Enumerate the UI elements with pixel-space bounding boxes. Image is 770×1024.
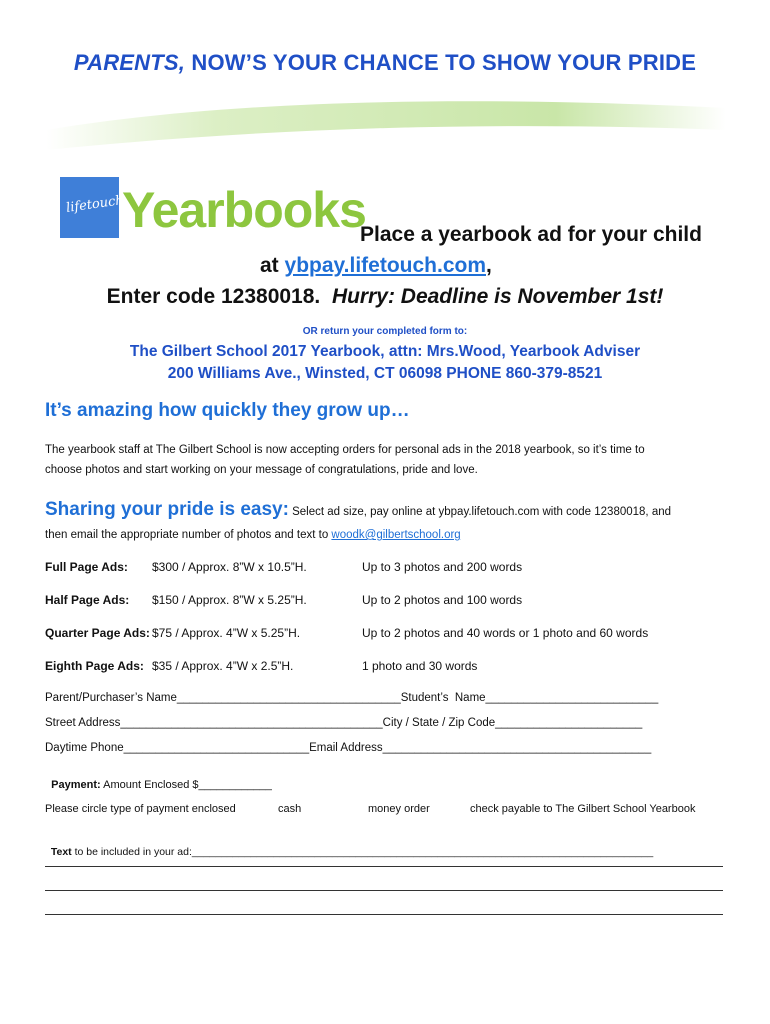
headline — [0, 50, 770, 76]
address-line1: The Gilbert School 2017 Yearbook, attn: Mrs.Wood, Yearbook Adviser — [129, 343, 641, 360]
deadline-text: Hurry: Deadline is November 1st! — [331, 285, 664, 308]
daytime-phone-field[interactable]: Daytime Phone_____________________________Email Address__________________________________________ — [45, 742, 652, 754]
email-link[interactable]: woodk@gilbertschool.org — [331, 529, 461, 541]
ad-row-quarter — [45, 626, 150, 640]
ad-text-line[interactable] — [45, 914, 723, 915]
address-line2: 200 Williams Ave., Winsted, CT 06098 PHONE 860-379-8521 — [167, 365, 603, 382]
street-address-field[interactable]: Street Address_________________________________________City / State / Zip Code_______________________ — [45, 717, 643, 729]
ad-limit: 1 photo and 30 words — [362, 659, 478, 673]
ad-row-half — [45, 593, 129, 607]
ad-limit: Up to 2 photos and 100 words — [362, 593, 523, 607]
lifetouch-logo — [60, 177, 125, 238]
intro-line2 — [260, 254, 492, 278]
section1-text-line2: choose photos and start working on your message of congratulations, pride and love. — [45, 464, 478, 476]
intro-line2-prefix: at — [260, 254, 285, 277]
amount-enclosed: Amount Enclosed $____________ — [100, 779, 272, 791]
headline-rest: NOW’S YOUR CHANCE TO SHOW YOUR PRIDE — [185, 50, 697, 75]
ad-limit: Up to 3 photos and 200 words — [362, 560, 523, 574]
ad-price: $35 / Approx. 4”W x 2.5”H. — [152, 659, 294, 673]
section2-text-line1: Select ad size, pay online at ybpay.lifetouch.com with code 12380018, and — [288, 506, 672, 518]
ad-row-eighth — [45, 659, 144, 673]
section1-text-line1: The yearbook staff at The Gilbert School is now accepting orders for personal ads in the 2018 yearbook, so it’s time to — [45, 444, 645, 456]
ad-text-line[interactable] — [45, 866, 723, 867]
code-text: Enter code 12380018. — [106, 285, 321, 308]
section1-heading: It’s amazing how quickly they grow up… — [45, 400, 410, 421]
ad-price: $150 / Approx. 8”W x 5.25”H. — [152, 593, 307, 607]
logo-mark-text: lifetouch — [65, 193, 125, 216]
ad-text-field[interactable] — [45, 834, 653, 858]
intro-line1: Place a yearbook ad for your child — [360, 223, 702, 246]
ad-label: Half Page Ads: — [45, 593, 130, 607]
section1-text — [45, 440, 735, 480]
payment-label: Payment: — [51, 779, 101, 791]
intro-line2-suffix: , — [486, 254, 492, 277]
ad-price: $75 / Approx. 4”W x 5.25”H. — [152, 626, 301, 640]
text-label: Text — [50, 846, 72, 858]
payment-check-option[interactable]: check payable to The Gilbert School Yearbook — [470, 803, 696, 815]
ad-limit: Up to 2 photos and 40 words or 1 photo and 60 words — [362, 626, 649, 640]
ybpay-link[interactable]: ybpay.lifetouch.com — [284, 254, 486, 277]
ad-price: $300 / Approx. 8”W x 10.5”H. — [152, 560, 307, 574]
headline-em: PARENTS, — [73, 50, 186, 75]
section2 — [45, 497, 745, 545]
payment-type-label: Please circle type of payment enclosed — [45, 803, 236, 815]
section2-heading: Sharing your pride is easy: — [45, 499, 289, 520]
text-rest: to be included in your ad:_______________________________________________________________________________ — [71, 846, 654, 858]
ad-text-line[interactable] — [45, 890, 723, 891]
ad-label: Full Page Ads: — [45, 560, 128, 574]
ad-label: Eighth Page Ads: — [45, 659, 144, 673]
yearbooks-logo: Yearbooks — [122, 182, 366, 238]
section2-text-line2: then email the appropriate number of photos and text to — [45, 529, 332, 541]
payment-money-order-option[interactable]: money order — [368, 803, 430, 815]
parent-name-field[interactable]: Parent/Purchaser’s Name___________________________________Student’s Name___________________________ — [45, 692, 659, 704]
payment-cash-option[interactable]: cash — [278, 803, 302, 815]
ad-row-full — [45, 560, 128, 574]
payment-field[interactable] — [45, 767, 272, 791]
decorative-swoosh — [46, 90, 726, 160]
intro-line3 — [0, 285, 770, 309]
ad-label: Quarter Page Ads: — [45, 626, 150, 640]
or-return-line: OR return your completed form to: — [302, 326, 468, 337]
